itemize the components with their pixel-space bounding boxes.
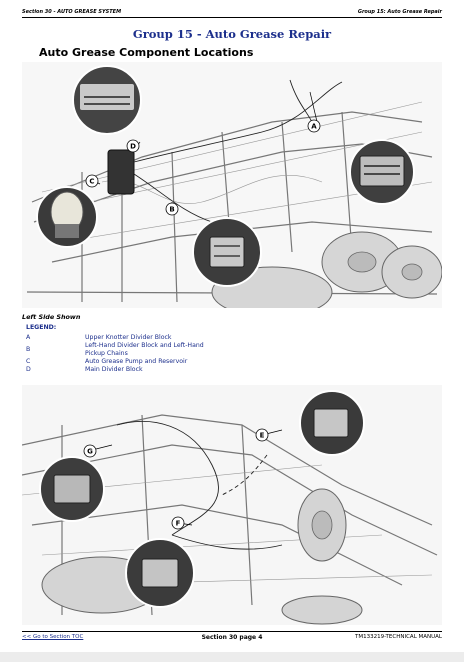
svg-text:G: G (87, 447, 93, 456)
legend-key: A (26, 334, 31, 341)
callout-g (84, 445, 96, 457)
legend-text: Left-Hand Divider Block and Left-Hand Pickup Chains (85, 342, 204, 357)
callout-a (308, 120, 320, 132)
legend (22, 324, 204, 373)
header-section: Section 30 - AUTO GREASE SYSTEM (22, 9, 122, 15)
footer-divider (22, 631, 442, 632)
svg-text:F: F (175, 519, 181, 528)
callout-c (86, 175, 98, 187)
legend-title: LEGEND: (26, 324, 57, 331)
legend-text: Auto Grease Pump and Reservoir (85, 358, 188, 365)
header-group: Group 15: Auto Grease Repair (357, 9, 442, 15)
page-number: Section 30 page 4 (201, 634, 263, 641)
svg-text:A: A (311, 122, 317, 131)
callout-e (256, 429, 268, 441)
legend-key: B (26, 346, 31, 353)
callout-d (127, 140, 139, 152)
callout-f (172, 517, 184, 529)
legend-text: Main Divider Block (85, 366, 143, 373)
section-toc-link[interactable]: << Go to Section TOC (22, 634, 84, 640)
svg-text:D: D (130, 142, 136, 151)
group-title: Group 15 - Auto Grease Repair (132, 27, 332, 41)
header-divider (22, 17, 442, 18)
figure-component-locations-right (22, 385, 442, 625)
svg-text:C: C (89, 177, 95, 186)
legend-key: C (26, 358, 31, 365)
svg-text:B: B (169, 205, 175, 214)
section-title: Auto Grease Component Locations (39, 46, 254, 59)
viewer-bottom-bar (0, 652, 464, 662)
manual-id: TM133219-TECHNICAL MANUAL (354, 634, 442, 640)
figure-caption: Left Side Shown (22, 313, 81, 321)
legend-key: D (26, 366, 31, 373)
page-footer (22, 634, 442, 644)
callout-b (166, 203, 178, 215)
svg-text:E: E (259, 431, 265, 440)
legend-text: Upper Knotter Divider Block (85, 334, 172, 341)
figure-component-locations-left (22, 62, 442, 308)
